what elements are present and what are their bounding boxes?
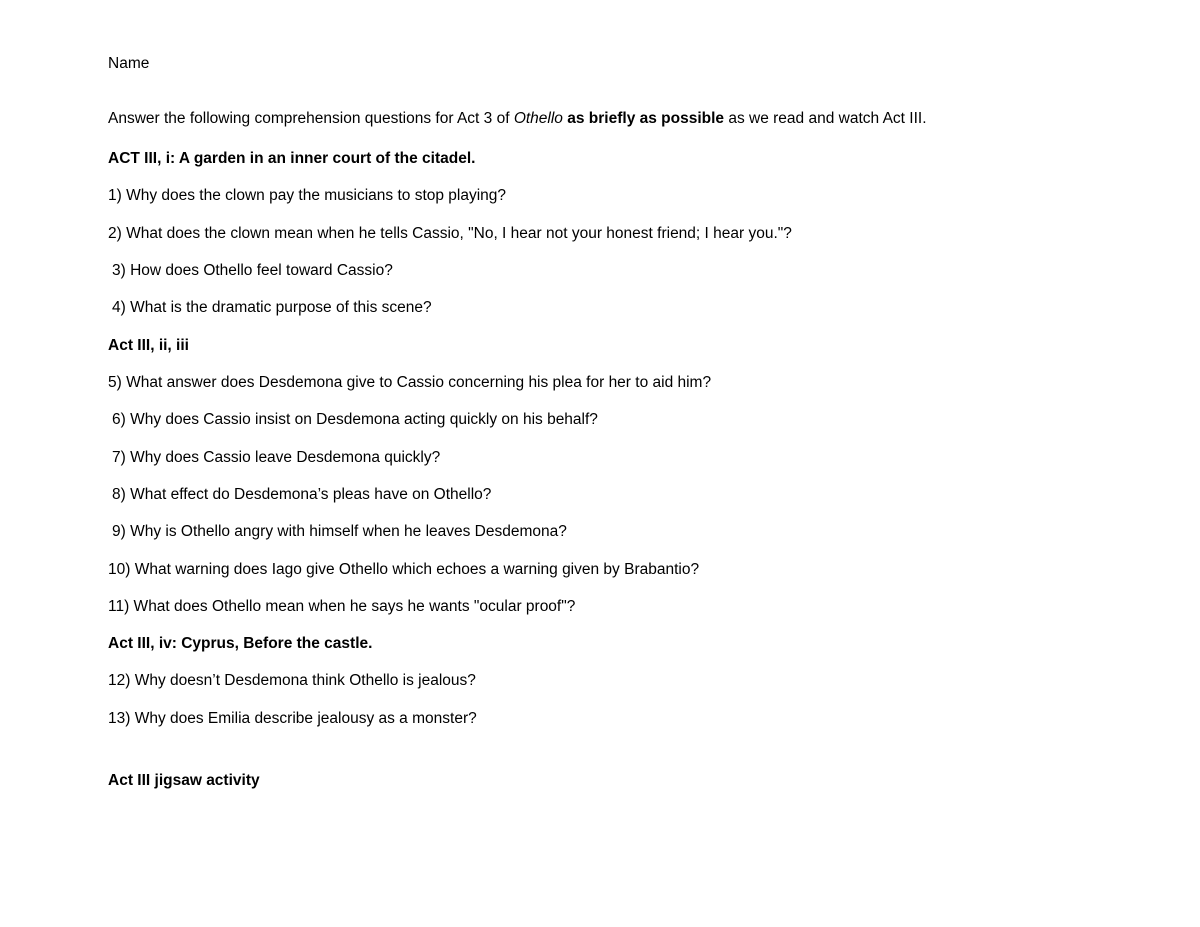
question-12: 12) Why doesn’t Desdemona think Othello is jealous? [108,672,476,689]
question-6: 6) Why does Cassio insist on Desdemona acting quickly on his behalf? [112,411,598,428]
question-4: 4) What is the dramatic purpose of this scene? [112,299,432,316]
question-13: 13) Why does Emilia describe jealousy as a monster? [108,710,477,727]
section-heading-act3-scene4: Act III, iv: Cyprus, Before the castle. [108,635,373,652]
section-heading-act3-scene1: ACT III, i: A garden in an inner court of the citadel. [108,150,476,167]
question-10: 10) What warning does Iago give Othello which echoes a warning given by Brabantio? [108,561,700,578]
question-8: 8) What effect do Desdemona’s pleas have on Othello? [112,486,492,503]
name-label: Name [108,55,150,72]
section-heading-act3-scene2-3: Act III, ii, iii [108,337,189,354]
jigsaw-activity-heading: Act III jigsaw activity [108,772,260,789]
question-5: 5) What answer does Desdemona give to Cassio concerning his plea for her to aid him? [108,374,712,391]
question-3: 3) How does Othello feel toward Cassio? [112,262,393,279]
question-7: 7) Why does Cassio leave Desdemona quickly? [112,449,441,466]
question-2: 2) What does the clown mean when he tells Cassio, "No, I hear not your honest friend; I hear you."? [108,225,792,242]
question-11: 11) What does Othello mean when he says he wants "ocular proof"? [108,598,576,615]
instructions-text-end: as we read and watch Act III. [724,110,927,127]
question-9: 9) Why is Othello angry with himself when he leaves Desdemona? [112,523,567,540]
instructions-emphasis: as briefly as possible [567,110,725,127]
play-title: Othello [513,110,563,127]
question-1: 1) Why does the clown pay the musicians to stop playing? [108,187,507,204]
instructions-paragraph [108,109,927,129]
instructions-text-start: Answer the following comprehension questions for Act 3 of [108,110,514,127]
